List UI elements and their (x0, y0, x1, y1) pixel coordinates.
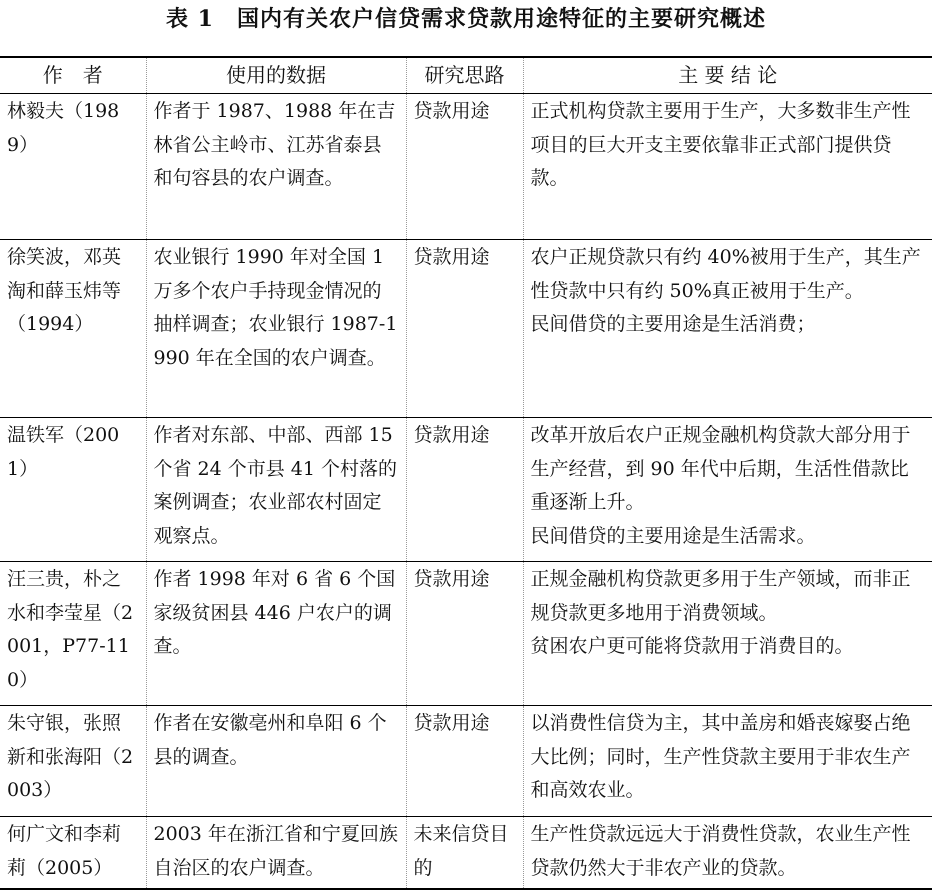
conclusion-paragraph: 贫困农户更可能将贷款用于消费目的。 (530, 635, 854, 657)
conclusion-cell (523, 94, 932, 240)
table-row (0, 240, 932, 418)
method-cell: 未来信贷目的 (406, 817, 523, 889)
conclusion-cell (523, 418, 932, 562)
conclusion-paragraph: 民间借贷的主要用途是生活需求。 (530, 524, 816, 547)
header-method: 研究思路 (406, 57, 523, 94)
data-cell: 农业银行 1990 年对全国 1 万多个农户手持现金情况的抽样调查；农业银行 1987-1990 年在全国的农户调查。 (146, 240, 406, 418)
table-row (0, 562, 932, 706)
author-cell: 何广文和李莉莉（2005） (0, 817, 146, 889)
conclusion-cell (523, 817, 932, 889)
author-cell: 徐笑波，邓英淘和薛玉炜等（1994） (0, 240, 146, 418)
conclusion-paragraph: 农户正规贷款只有约 40%被用于生产，其生产性贷款中只有约 50%真正被用于生产。 (530, 246, 921, 302)
research-summary-table (0, 56, 932, 890)
data-cell: 作者 1998 年对 6 省 6 个国家级贫困县 446 户农户的调查。 (146, 562, 406, 706)
method-cell: 贷款用途 (406, 240, 523, 418)
method-cell: 贷款用途 (406, 562, 523, 706)
data-cell: 作者于 1987、1988 年在吉林省公主岭市、江苏省泰县和句容县的农户调查。 (146, 94, 406, 240)
conclusion-cell (523, 706, 932, 817)
header-data: 使用的数据 (146, 57, 406, 94)
author-cell: 温铁军（2001） (0, 418, 146, 562)
header-author: 作 者 (0, 57, 146, 94)
table-header-row (0, 57, 932, 94)
method-cell: 贷款用途 (406, 418, 523, 562)
author-cell: 汪三贵，朴之水和李莹星（2001，P77-110） (0, 562, 146, 706)
table-row (0, 817, 932, 889)
table-row (0, 94, 932, 240)
data-cell: 作者在安徽亳州和阜阳 6 个县的调查。 (146, 706, 406, 817)
conclusion-cell (523, 562, 932, 706)
table-caption: 表 1 国内有关农户信贷需求贷款用途特征的主要研究概述 (166, 6, 766, 32)
table-row (0, 706, 932, 817)
conclusion-paragraph: 改革开放后农户正规金融机构贷款大部分用于生产经营，到 90 年代中后期，生活性借款比重逐渐上升。 (530, 424, 911, 513)
method-cell: 贷款用途 (406, 94, 523, 240)
header-conclusion: 主 要 结 论 (523, 57, 932, 94)
conclusion-cell (523, 240, 932, 418)
author-cell: 朱守银，张照新和张海阳（2003） (0, 706, 146, 817)
conclusion-paragraph: 生产性贷款远远大于消费性贷款，农业生产性贷款仍然大于非农产业的贷款。 (530, 823, 911, 879)
data-cell: 作者对东部、中部、西部 15 个省 24 个市县 41 个村落的案例调查；农业部农村固定观察点。 (146, 418, 406, 562)
method-cell: 贷款用途 (406, 706, 523, 817)
conclusion-paragraph: 正式机构贷款主要用于生产，大多数非生产性项目的巨大开支主要依靠非正式部门提供贷款。 (530, 100, 911, 189)
conclusion-paragraph: 正规金融机构贷款更多用于生产领域，而非正规贷款更多地用于消费领域。 (530, 568, 911, 624)
table-row (0, 418, 932, 562)
conclusion-paragraph: 民间借贷的主要用途是生活消费； (530, 313, 816, 335)
author-cell: 林毅夫（1989） (0, 94, 146, 240)
conclusion-paragraph: 以消费性信贷为主，其中盖房和婚丧嫁娶占绝大比例；同时，生产性贷款主要用于非农生产和高效农业。 (530, 712, 911, 801)
data-cell: 2003 年在浙江省和宁夏回族自治区的农户调查。 (146, 817, 406, 889)
